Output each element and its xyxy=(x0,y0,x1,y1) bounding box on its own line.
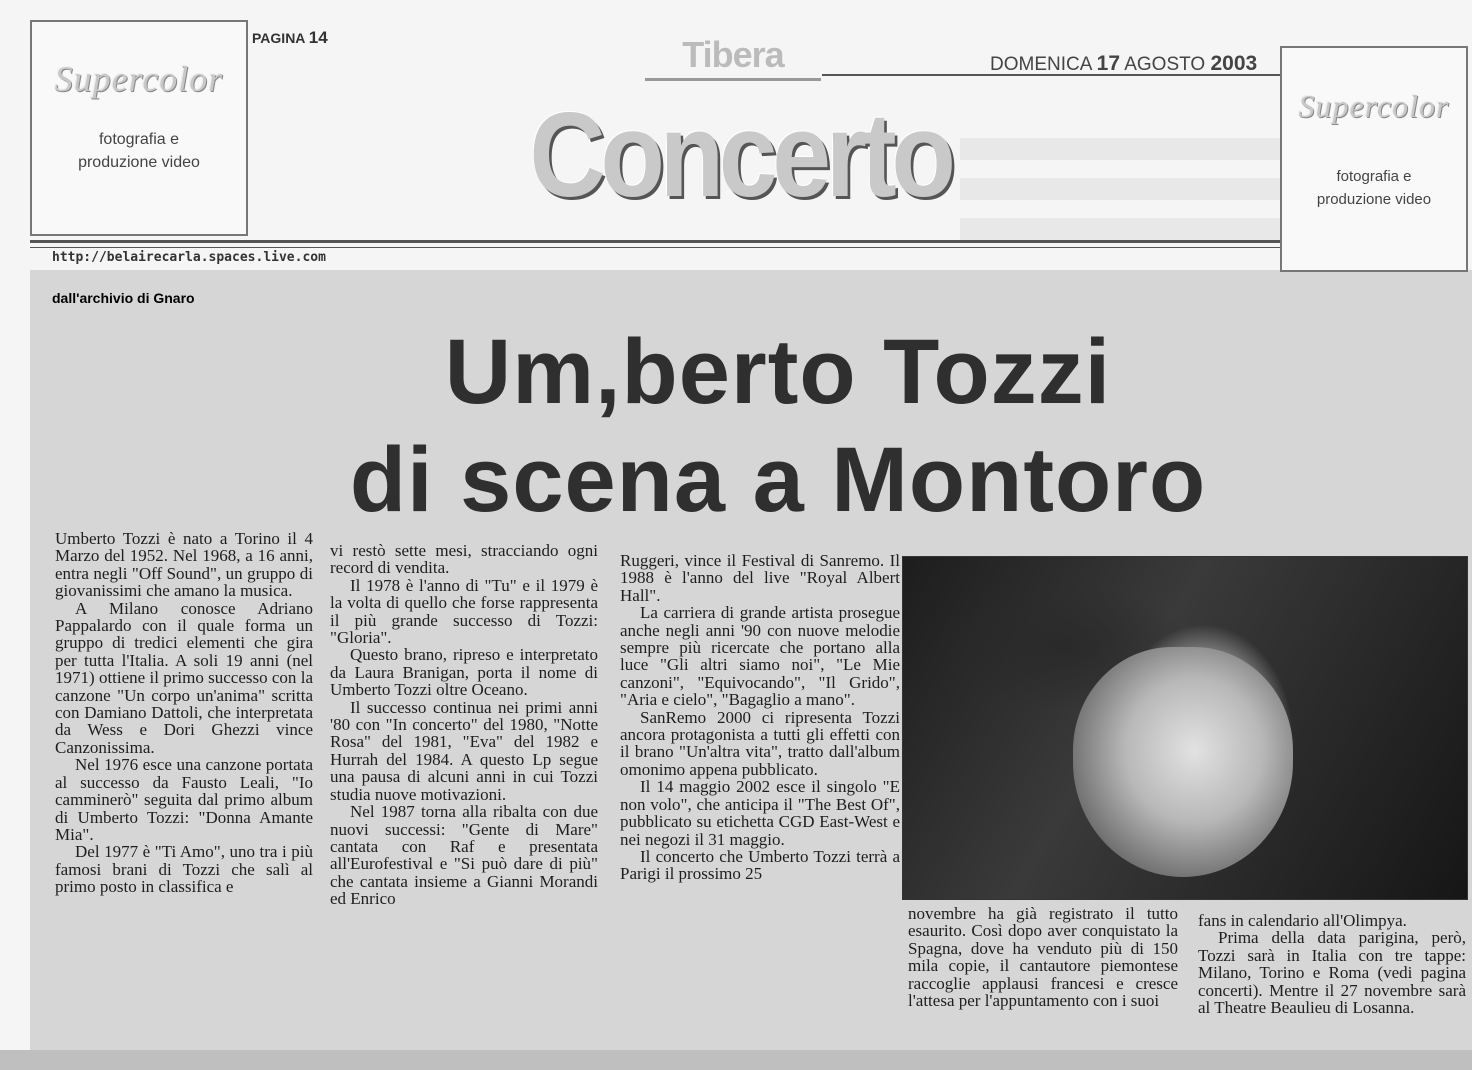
paragraph: Nel 1976 esce una canzone portata al successo da Fausto Leali, "Io camminerò" seguita dal primo album di Umberto Tozzi: "Donna Amante Mia". xyxy=(55,755,313,844)
paragraph: Umberto Tozzi è nato a Torino il 4 Marzo del 1952. Nel 1968, a 16 anni, entra negli "Off Sound", un gruppo di giovanissimi che amano la musica. xyxy=(55,529,313,601)
ad-logo: Supercolor xyxy=(54,59,224,99)
article-headline xyxy=(268,318,1288,534)
ad-left xyxy=(30,20,248,236)
article-column-1 xyxy=(55,530,313,896)
paragraph: Il concerto che Umberto Tozzi terrà a Parigi il prossimo 25 xyxy=(620,846,900,884)
paragraph: Ruggeri, vince il Festival di Sanremo. Il 1988 è l'anno del live "Royal Albert Hall". xyxy=(620,551,900,605)
section-divider-thin xyxy=(30,247,1280,248)
ad-logo: Supercolor xyxy=(1298,88,1450,124)
ad-tagline-line2: produzione video xyxy=(78,154,200,171)
page-number-value: 14 xyxy=(308,28,328,47)
paragraph: Del 1977 è "Ti Amo", uno tra i più famosi brani di Tozzi che salì al primo posto in classifica e xyxy=(55,842,313,897)
ad-tagline xyxy=(1282,165,1466,211)
ad-tagline-line1: fotografia e xyxy=(98,131,180,148)
paragraph: vi restò sette mesi, stracciando ogni record di vendita. xyxy=(330,541,598,578)
paragraph: Prima della data parigina, però, Tozzi sarà in Italia con tre tappe: Milano, Torino e Roma (vedi pagina concerti). Mentre il 27 novembre sarà al Theatre Beaulieu di Losanna. xyxy=(1198,928,1466,1018)
masthead-logo: Tibera xyxy=(645,32,821,81)
paragraph: La carriera di grande artista prosegue anche negli anni '90 con nuove melodie sempre più ricercate che portano alla luce "Gli altri siamo noi", "Le Mie canzoni", "Equivocando", "Il Grido", "Aria e cielo", "Bagaglio a mano". xyxy=(620,603,900,710)
paragraph: A Milano conosce Adriano Pappalardo con il quale forma un gruppo di tredici elementi che gira per tutta l'Italia. A soli 19 anni (nel 1971) ottiene il primo successo con la canzone "Un corpo un'anima" scritta con Damiano Dattoli, che interpretata da Wess e Dori Ghezzi vince Canzonissima. xyxy=(55,598,313,757)
date-year: 2003 xyxy=(1210,52,1258,75)
watermark-archive: dall'archivio di Gnaro xyxy=(52,290,195,306)
page-bottom-edge xyxy=(0,1050,1472,1070)
article-column-2 xyxy=(330,542,598,908)
page-number xyxy=(252,28,328,48)
article-column-4 xyxy=(908,905,1178,1009)
section-title: Concerto xyxy=(529,88,951,222)
artist-photo xyxy=(902,556,1468,900)
paragraph: novembre ha già registrato il tutto esaurito. Così dopo aver conquistato la Spagna, dove ha venduto più di 150 mila copie, il cantautore piemontese raccoglie applausi francesi e cresce l'attesa per l'appuntamento con i suoi xyxy=(908,904,1178,1011)
ad-right xyxy=(1280,46,1468,272)
article-column-3 xyxy=(620,552,900,883)
paragraph: Il 14 maggio 2002 esce il singolo "E non volo", che anticipa il "The Best Of", pubblicato su etichetta CGD East-West e nei negozi il 31 maggio. xyxy=(620,777,900,849)
paragraph: Nel 1987 torna alla ribalta con due nuovi successi: "Gente di Mare" cantata con Raf e presentata all'Eurofestival e "Si può dare di più" che cantata insieme a Gianni Morandi ed Enrico xyxy=(330,802,598,909)
headline-line2: di scena a Montoro xyxy=(349,429,1207,531)
headline-line1: Um,berto Tozzi xyxy=(444,321,1112,423)
date-weekday: DOMENICA xyxy=(990,54,1092,75)
watermark-url: http://belairecarla.spaces.live.com xyxy=(52,250,326,265)
paragraph: Il 1978 è l'anno di "Tu" e il 1979 è la volta di quello che forse rappresenta il più grande successo di Tozzi: "Gloria". xyxy=(330,575,598,648)
paragraph: fans in calendario all'Olimpya. xyxy=(1198,911,1407,930)
issue-date xyxy=(990,52,1257,76)
ad-tagline-line2: produzione video xyxy=(1316,191,1432,208)
bleed-through-text xyxy=(960,120,1280,240)
paragraph: Il successo continua nei primi anni '80 con "In concerto" del 1980, "Notte Rosa" del 1981, "Eva" del 1982 e Hurrah del 1984. A questo Lp segue una pausa di alcuni anni in cui Tozzi studia nuove motivazioni. xyxy=(330,697,598,804)
paragraph: SanRemo 2000 ci ripresenta Tozzi ancora protagonista a tutti gli effetti con il brano "Un'altra vita", tratto dall'album omonimo appena pubblicato. xyxy=(620,707,900,779)
ad-tagline xyxy=(32,128,246,174)
date-month: AGOSTO xyxy=(1124,54,1206,75)
photo-face xyxy=(1073,647,1293,877)
paragraph: Questo brano, ripreso e interpretato da Laura Branigan, porta il nome di Umberto Tozzi oltre Oceano. xyxy=(330,645,598,700)
ad-tagline-line1: fotografia e xyxy=(1336,168,1412,185)
article-column-5 xyxy=(1198,912,1466,1016)
date-day: 17 xyxy=(1096,52,1120,75)
section-divider xyxy=(30,240,1280,243)
page-label: PAGINA xyxy=(252,30,305,46)
